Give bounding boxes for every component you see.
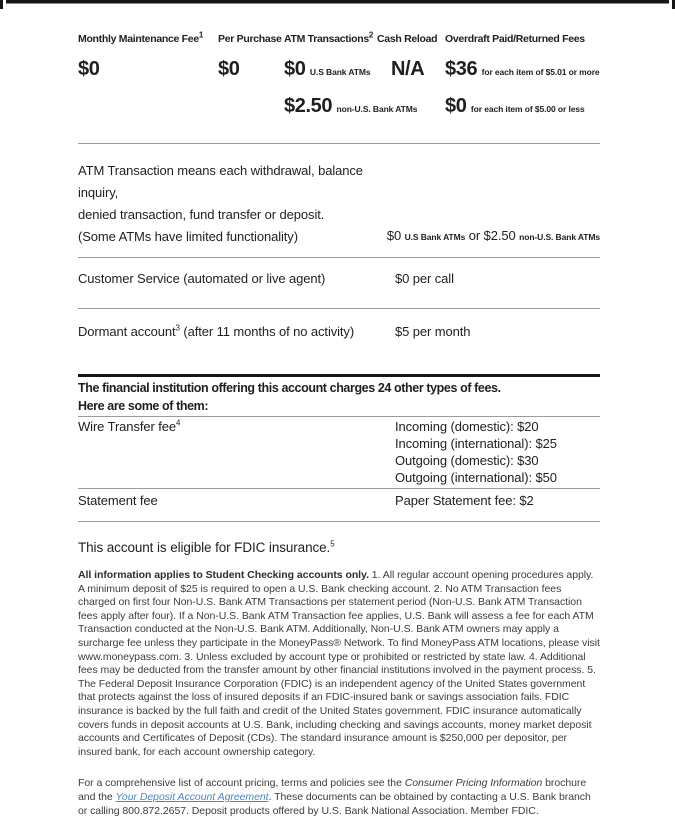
empty-cell [78,84,218,121]
fee-amount: $2.50 [483,228,516,243]
dormant-account-fee: $5 per month [395,324,471,339]
top-border-left-stub [0,0,3,9]
monthly-maintenance-fee-value [78,47,218,84]
fee-amount: $0 [386,228,402,243]
deposit-account-agreement-link[interactable]: Your Deposit Account Agreement [115,790,269,803]
divider [78,257,600,258]
atm-us-bank-fee-value [284,47,377,84]
footnote-marker-5: 5 [330,539,335,549]
section-divider-heavy [78,374,600,377]
fee-note: U.S Bank ATMs [404,232,466,242]
footer-text: For a comprehensive list of account pricing, terms and policies see the [78,777,405,790]
column-header-overdraft-fees [445,33,600,47]
fee-amount: $0 [284,58,306,80]
dormant-label-text: Dormant account [78,324,176,339]
footnote-marker-1: 1 [198,30,204,40]
divider [78,143,600,144]
other-fees-heading: The financial institution offering this account charges 24 other types of fees. [78,381,501,395]
wire-label-text: Wire Transfer fee [78,419,176,434]
atm-definition-line: (Some ATMs have limited functionality) [78,229,298,244]
top-border-bar [6,0,669,4]
overdraft-returned-fee-value [445,84,600,121]
dormant-label-text: (after 11 months of no activity) [179,324,355,339]
customer-service-row [78,268,600,290]
column-header-atm-transactions [284,30,377,47]
atm-fee-value [387,225,600,248]
atm-non-us-bank-fee-value [284,84,418,121]
disclaimer-bold-lead: All information applies to Student Checking accounts only. [78,569,369,581]
statement-fee-label: Statement fee [78,493,158,508]
footer-text: brochure and the [78,777,587,803]
column-header-label: Monthly Maintenance Fee [78,33,199,45]
customer-service-fee: $0 per call [395,271,454,286]
atm-definition-text [78,160,387,248]
customer-service-label: Customer Service (automated or live agent) [78,271,326,286]
empty-cell [377,84,445,121]
footnote-marker-3: 3 [175,323,180,333]
fee-or-text: or [465,228,484,243]
column-header-label: ATM Transactions [284,33,369,45]
fee-amount: N/A [391,58,425,80]
column-header-per-purchase [218,33,284,47]
disclaimer-paragraph [78,569,600,759]
fee-amount: $0 [445,95,467,117]
statement-fee-value: Paper Statement fee: $2 [395,493,534,508]
statement-fee-row [78,492,600,509]
wire-transfer-fees [395,418,600,486]
fdic-text: This account is eligible for FDIC insurance. [78,540,331,555]
column-header-label: Per Purchase [218,33,282,45]
column-header-label: Cash Reload [377,33,438,45]
atm-definition-line: denied transaction, fund transfer or deposit. [78,207,325,222]
fee-note: for each item of $5.01 or more [481,67,600,77]
divider [78,488,600,489]
wire-fee-outgoing-domestic: Outgoing (domestic): $30 [395,453,539,468]
wire-fee-incoming-international: Incoming (international): $25 [395,436,557,451]
consumer-pricing-information-title: Consumer Pricing Information [404,777,543,790]
column-header-cash-reload [377,33,445,47]
atm-definition-row [78,160,600,248]
footer-paragraph [78,777,600,818]
footnote-marker-4: 4 [176,418,181,428]
fee-amount: $36 [445,58,478,80]
column-header-monthly-maintenance [78,30,218,47]
overdraft-paid-fee-value [445,47,600,84]
wire-transfer-row [78,418,600,486]
fee-note: non-U.S. Bank ATMs [336,104,418,114]
divider [78,416,600,417]
footer-text: . These documents can be obtained by contacting a U.S. Bank branch or calling 800.872.2657. Deposit products offered by U.S. Bank National Association. Member FDIC. [78,790,591,817]
fee-amount: $2.50 [284,95,333,117]
column-header-label: Overdraft Paid/Returned Fees [445,33,585,45]
wire-fee-incoming-domestic: Incoming (domestic): $20 [395,419,539,434]
footnote-marker-2: 2 [368,30,374,40]
wire-transfer-label [78,418,395,486]
atm-definition-line: ATM Transaction means each withdrawal, balance inquiry, [78,163,363,200]
fee-note: non-U.S. Bank ATMs [519,232,600,242]
other-fees-subheading: Here are some of them: [78,399,209,413]
divider [78,521,600,522]
wire-fee-outgoing-international: Outgoing (international): $50 [395,470,557,485]
fee-amount: $0 [218,58,240,80]
fee-amount: $0 [78,58,100,80]
dormant-account-row [78,321,600,343]
dormant-account-label [78,321,395,343]
document-content [78,0,600,818]
fdic-eligibility-line [78,539,600,557]
fee-note: for each item of $5.00 or less [470,104,585,114]
divider [78,308,600,309]
fee-summary-table [78,0,600,121]
fee-note: U.S Bank ATMs [309,67,371,77]
empty-cell [218,84,284,121]
disclaimer-body: 1. All regular account opening procedures apply. A minimum deposit of $25 is required to open a U.S. Bank checking account. 2. No ATM Transaction fees charged on first four Non-U.S. Bank ATM Transactions per statement period (Non-U.S. Bank ATM Transaction fees apply after four). If a Non-U.S. Bank ATM Transaction fee applies, U.S. Bank will assess a fee for each ATM Transaction conducted at the Non-U.S. Bank ATM. Additionally, Non-U.S. Bank ATM owners may apply a surcharge fee unless they participate in the MoneyPass® Network. To find MoneyPass ATM locations, please visit www.moneypass.com. 3. Unless excluded by account type or prohibited or restricted by state law. 4. Additional fees may be deducted from the transfer amount by other financial institutions involved in the payment process. 5. The Federal Deposit Insurance Corporation (FDIC) is an independent agency of the United States government that protects against the loss of insured deposits if an FDIC-insured bank or savings association fails. FDIC insurance is backed by the full faith and credit of the United States government. FDIC insurance automatically covers funds in deposit accounts at U.S. Bank, including checking and savings accounts, money market deposit accounts and Certificates of Deposit (CDs). The standard insurance amount is $250,000 per depositor, per insured bank, for each account ownership category. [78,569,600,758]
per-purchase-fee-value [218,47,284,84]
cash-reload-value [377,47,445,84]
